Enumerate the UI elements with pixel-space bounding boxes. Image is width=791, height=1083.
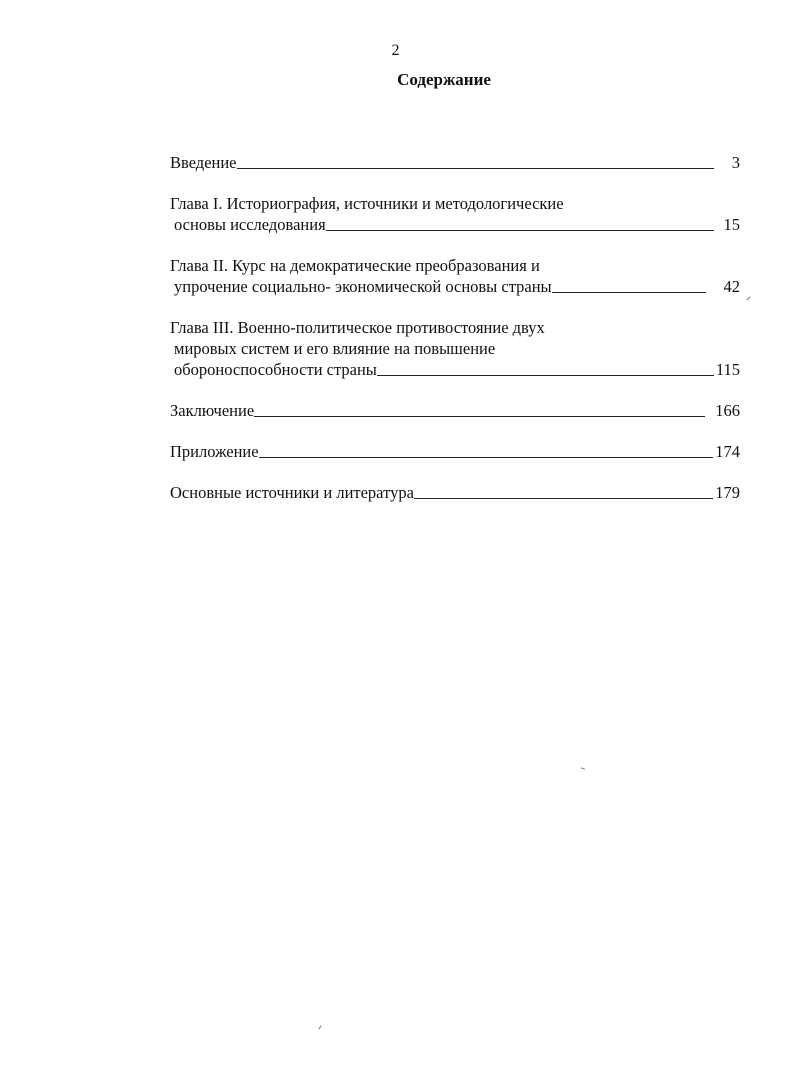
toc-entry-title: Приложение bbox=[170, 442, 259, 461]
toc-page-number: 15 bbox=[723, 215, 740, 234]
toc-entry-conclusion bbox=[170, 400, 740, 421]
toc-page-number: 115 bbox=[715, 360, 740, 379]
toc-entry-title-line: Глава I. Историография, источники и методологические bbox=[170, 194, 564, 213]
toc-entry-title-line: обороноспособности страны bbox=[174, 360, 377, 379]
scan-speck bbox=[581, 767, 585, 769]
scan-speck bbox=[319, 1026, 322, 1030]
toc-entry-title-line: Глава II. Курс на демократические преобразования и bbox=[170, 256, 540, 275]
toc-entry-title-line: основы исследования bbox=[174, 215, 326, 234]
toc-leader bbox=[377, 374, 714, 376]
page-title: Содержание bbox=[397, 70, 491, 89]
toc-leader bbox=[237, 167, 714, 169]
scan-speck bbox=[746, 296, 750, 300]
toc-entry-sources bbox=[170, 482, 740, 503]
toc-page-number: 174 bbox=[715, 442, 740, 461]
toc-entry-title: Заключение bbox=[170, 401, 255, 420]
toc-leader bbox=[326, 229, 714, 231]
toc-entry-title-line: Глава III. Военно-политическое противостояние двух bbox=[170, 318, 545, 337]
toc-page-number: 179 bbox=[715, 483, 740, 502]
toc-entry-chapter-2 bbox=[170, 255, 740, 297]
toc-page-number: 3 bbox=[731, 153, 740, 172]
toc-entry-chapter-1 bbox=[170, 193, 740, 235]
table-of-contents bbox=[170, 152, 740, 503]
page-number: 2 bbox=[391, 42, 400, 59]
toc-entry-introduction bbox=[170, 152, 740, 173]
toc-leader bbox=[414, 497, 713, 499]
toc-entry-title: Введение bbox=[170, 153, 237, 172]
toc-entry-title-line: упрочение социально- экономической основы страны bbox=[174, 277, 552, 296]
toc-entry-title-line: мировых систем и его влияние на повышение bbox=[174, 339, 496, 358]
toc-page-number: 166 bbox=[715, 401, 740, 420]
toc-entry-appendix bbox=[170, 441, 740, 462]
toc-page-number: 42 bbox=[723, 277, 740, 296]
toc-entry-chapter-3 bbox=[170, 317, 740, 380]
toc-leader bbox=[259, 456, 714, 458]
toc-leader bbox=[254, 415, 705, 417]
toc-entry-title: Основные источники и литература bbox=[170, 483, 414, 502]
toc-leader bbox=[552, 291, 706, 293]
